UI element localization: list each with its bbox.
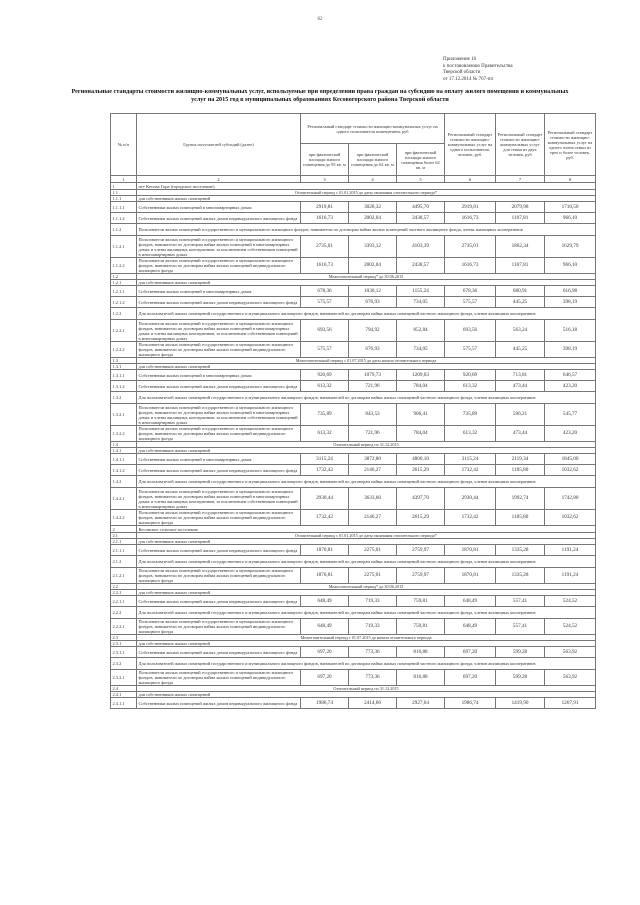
value-cell: 721,96 <box>349 426 397 442</box>
value-cell: 2927,04 <box>397 698 445 709</box>
appendix-line: Тверской области <box>443 70 481 76</box>
row-code: 1.2.2 <box>111 308 137 320</box>
row-text: Пользователи жилых помещений государственного и муниципального жилищного фондов, наниматели по договорам найма жилых помещений частного жилищного фонда, члены жилищных кооперативов <box>137 224 596 236</box>
table-row <box>111 510 596 526</box>
row-code: 1.1.1 <box>111 196 137 202</box>
value-cell: 697,20 <box>445 647 496 658</box>
value-cell: 557,41 <box>496 619 545 635</box>
value-cell: 906,41 <box>397 404 445 426</box>
row-text: Собственники жилых помещений жилых домов индивидуального жилищного фонда <box>137 213 301 224</box>
value-cell: 759,81 <box>397 619 445 635</box>
table-row <box>111 286 596 297</box>
value-cell: 966,10 <box>545 258 596 274</box>
row-code: 2.4 <box>111 686 137 692</box>
table-row <box>111 596 596 607</box>
value-cell: 773,36 <box>349 647 397 658</box>
value-cell: 4800,10 <box>397 454 445 465</box>
row-text: Собственники жилых помещений жилых домов индивидуального жилищного фонда <box>137 297 301 308</box>
value-cell: 575,57 <box>445 297 496 308</box>
table-row <box>111 647 596 658</box>
value-cell: 2735,01 <box>445 236 496 258</box>
value-cell: 678,36 <box>301 286 349 297</box>
value-cell: 721,96 <box>349 381 397 392</box>
row-code: 1.1.2.1 <box>111 236 137 258</box>
value-cell: 2615,29 <box>397 510 445 526</box>
value-cell: 1335,28 <box>496 568 545 584</box>
value-cell: 648,49 <box>445 619 496 635</box>
value-cell: 2438,57 <box>397 213 445 224</box>
value-cell: 1986,74 <box>445 698 496 709</box>
row-code: 2.2 <box>111 584 137 590</box>
col-number: 8 <box>545 176 596 183</box>
value-cell: 613,32 <box>445 426 496 442</box>
value-cell: 1732,42 <box>445 465 496 476</box>
value-cell: 648,49 <box>445 596 496 607</box>
appendix-line: Приложение 16 <box>443 57 477 62</box>
row-code: 2.3.1.1 <box>111 647 137 658</box>
row-text: Межотопительный период* до 30.06.2015 <box>137 274 596 280</box>
row-text: Отопительный период с 01.01.2015 до даты окончания отопительного периода* <box>137 533 596 539</box>
table-row-long <box>111 556 596 568</box>
row-code: 1.4.2.2 <box>111 510 137 526</box>
appendix-line: к постановлению Правительства <box>443 63 513 69</box>
value-cell: 1870,81 <box>301 545 349 556</box>
row-code: 2.3 <box>111 635 137 641</box>
value-cell: 816,88 <box>397 647 445 658</box>
row-code: 1.1.1.2 <box>111 213 137 224</box>
value-cell: 1107,81 <box>496 213 545 224</box>
value-cell: 563,24 <box>496 320 545 342</box>
value-cell: 713,81 <box>496 370 545 381</box>
value-cell: 1191,24 <box>545 568 596 584</box>
table-row <box>111 258 596 274</box>
value-cell: 1267,91 <box>545 698 596 709</box>
value-cell: 2414,66 <box>349 698 397 709</box>
value-cell: 1209,03 <box>397 370 445 381</box>
row-text: Межотопительный период с 01.07.2015 до даты начала отопительного периода <box>137 358 596 364</box>
value-cell: 545,77 <box>545 404 596 426</box>
row-code: 2.2.2 <box>111 607 137 619</box>
page-number: 62 <box>317 17 323 22</box>
value-cell: 1870,81 <box>301 568 349 584</box>
col-number: 2 <box>137 176 301 183</box>
value-cell: 557,41 <box>496 596 545 607</box>
value-cell: 524,52 <box>545 619 596 635</box>
col-number: 1 <box>111 176 137 183</box>
row-text: Собственники жилых помещений жилых домов индивидуального жилищного фонда <box>137 465 301 476</box>
table-row <box>111 568 596 584</box>
row-code: 1.4.1.2 <box>111 465 137 476</box>
header-col9: Региональный стандарт стоимости жилищно-коммунальных услуг на одного члена семьи из трех и более человек, руб. <box>545 114 596 176</box>
value-cell: 2275,01 <box>349 545 397 556</box>
value-cell: 719,33 <box>349 619 397 635</box>
value-cell: 680,91 <box>496 286 545 297</box>
value-cell: 920,69 <box>301 370 349 381</box>
value-cell: 1992,74 <box>496 488 545 510</box>
col-number: 7 <box>496 176 545 183</box>
row-text: для собственников жилых помещений <box>137 196 596 202</box>
row-text: Собственники жилых помещений в многоквартирных домах <box>137 370 301 381</box>
value-cell: 1185,80 <box>496 465 545 476</box>
row-text: Собственники жилых помещений в многоквартирных домах <box>137 454 301 465</box>
value-cell: 398,19 <box>545 342 596 358</box>
value-cell: 3115,24 <box>301 454 349 465</box>
header-col5: при фактической площади жилого помещения до 62 кв. м <box>349 144 397 176</box>
row-code: 2.3.2 <box>111 658 137 670</box>
value-cell: 1155,24 <box>397 286 445 297</box>
row-code: 1.2.1.1 <box>111 286 137 297</box>
row-text: Собственники жилых помещений в многоквартирных домах <box>137 202 301 213</box>
row-code: 1.3.2.2 <box>111 426 137 442</box>
document-title: Региональные стандарты стоимости жилищно-коммунальных услуг, используемые при определении права граждан на субсидию на оплату жилого помещения и коммунальных услуг на 2015 год в муниципальных образованиях Кесовогорского района Тверской области <box>71 88 569 103</box>
row-code: 2.1 <box>111 533 137 539</box>
table-row-long <box>111 224 596 236</box>
value-cell: 852,84 <box>397 320 445 342</box>
value-cell: 2079,98 <box>496 202 545 213</box>
row-code: 1.2.1 <box>111 280 137 286</box>
row-text: Для пользователей жилых помещений государственного и муниципального жилищного фондов, нанимателей по договорам найма жилых помещений частного жилищного фонда, членов жилищных кооперативов <box>137 308 596 320</box>
row-code: 1.3.1.2 <box>111 381 137 392</box>
value-cell: 676,93 <box>349 342 397 358</box>
value-cell: 613,32 <box>301 381 349 392</box>
value-cell: 1862,34 <box>496 236 545 258</box>
table-row-long <box>111 607 596 619</box>
row-code: 1.2.1.2 <box>111 297 137 308</box>
col-number: 6 <box>445 176 496 183</box>
table-row <box>111 545 596 556</box>
table-row <box>111 342 596 358</box>
table-row <box>111 320 596 342</box>
row-code: 2.4.1.1 <box>111 698 137 709</box>
row-code: 2.1.1.1 <box>111 545 137 556</box>
value-cell: 2759,97 <box>397 568 445 584</box>
value-cell: 784,04 <box>397 426 445 442</box>
value-cell: 693,56 <box>301 320 349 342</box>
value-cell: 575,57 <box>301 342 349 358</box>
value-cell: 1742,80 <box>545 488 596 510</box>
value-cell: 2275,01 <box>349 568 397 584</box>
value-cell: 2759,97 <box>397 545 445 556</box>
table-row <box>111 202 596 213</box>
value-cell: 599,28 <box>496 647 545 658</box>
value-cell: 1419,90 <box>496 698 545 709</box>
value-cell: 423,20 <box>545 381 596 392</box>
value-cell: 734,05 <box>397 297 445 308</box>
row-text: для собственников жилых помещений <box>137 641 596 647</box>
value-cell: 697,20 <box>445 670 496 686</box>
value-cell: 596,21 <box>496 404 545 426</box>
table-row <box>111 698 596 709</box>
row-code: 1.1 <box>111 190 137 196</box>
value-cell: 648,49 <box>301 619 349 635</box>
row-text: Для пользователей жилых помещений государственного и муниципального жилищного фондов, нанимателей по договорам найма жилых помещений частного жилищного фонда, членов жилищных кооперативов <box>137 658 596 670</box>
header-col6: при фактической площади жилого помещения более 62 кв. м <box>397 144 445 176</box>
value-cell: 1335,28 <box>496 545 545 556</box>
value-cell: 3633,60 <box>349 488 397 510</box>
row-text: Кесовское сельское поселение <box>137 526 596 533</box>
value-cell: 816,88 <box>397 670 445 686</box>
row-code: 1.2.2.2 <box>111 342 137 358</box>
value-cell: 473,44 <box>496 381 545 392</box>
table-row <box>111 426 596 442</box>
row-text: для собственников жилых помещений <box>137 364 596 370</box>
value-cell: 473,44 <box>496 426 545 442</box>
row-code: 2.3.1 <box>111 641 137 647</box>
value-cell: 843,53 <box>349 404 397 426</box>
row-code: 2.2.1.1 <box>111 596 137 607</box>
value-cell: 2615,29 <box>397 465 445 476</box>
value-cell: 1079,73 <box>349 370 397 381</box>
value-cell: 1870,81 <box>445 545 496 556</box>
table-row <box>111 297 596 308</box>
row-text: Собственники жилых помещений в многоквартирных домах <box>137 286 301 297</box>
value-cell: 676,93 <box>349 297 397 308</box>
value-cell: 966,10 <box>545 213 596 224</box>
row-code: 1.1.1.1 <box>111 202 137 213</box>
value-cell: 697,20 <box>301 670 349 686</box>
value-cell: 735,89 <box>301 404 349 426</box>
value-cell: 2930,44 <box>445 488 496 510</box>
row-text: для собственников жилых помещений <box>137 448 596 454</box>
row-code: 2.2.1 <box>111 590 137 596</box>
row-code: 2.4.1 <box>111 692 137 698</box>
row-code: 1.2.2.1 <box>111 320 137 342</box>
row-code: 1.1.2 <box>111 224 137 236</box>
table-row-long <box>111 308 596 320</box>
value-cell: 4495,70 <box>397 202 445 213</box>
value-cell: 648,49 <box>301 596 349 607</box>
table-row-long <box>111 392 596 404</box>
row-code: 1.3.1.1 <box>111 370 137 381</box>
value-cell: 575,57 <box>445 342 496 358</box>
header-col8: Региональный стандарт стоимости жилищно-коммунальных услуг для семьи из двух человек, руб <box>496 114 545 176</box>
value-cell: 1107,81 <box>496 258 545 274</box>
table-row-sect <box>111 526 596 533</box>
row-code: 1.2 <box>111 274 137 280</box>
value-cell: 1032,62 <box>545 510 596 526</box>
value-cell: 445,25 <box>496 342 545 358</box>
header-row-num: № п/п <box>111 114 137 176</box>
value-cell: 2930,44 <box>301 488 349 510</box>
table-row-long <box>111 476 596 488</box>
row-code: 1 <box>111 183 137 190</box>
row-text: Пользователи жилых помещений государственного и муниципального жилищного фондов, наниматели по договорам найма жилых помещений индивидуального жилищного фонда <box>137 510 301 526</box>
appendix-block <box>443 57 593 83</box>
value-cell: 2119,34 <box>496 454 545 465</box>
value-cell: 1185,80 <box>496 510 545 526</box>
row-text: Пользователи жилых помещений государственного и муниципального жилищного фондов, наниматели по договорам найма жилых помещений в многоквартирных домах и члены жилищных кооперативов, за исключением собственников помещений в многоквартирных домах <box>137 404 301 426</box>
row-text: Для пользователей жилых помещений государственного и муниципального жилищного фондов, нанимателей по договорам найма жилых помещений частного жилищного фонда, членов жилищных кооперативов <box>137 607 596 619</box>
col-number: 3 <box>301 176 349 183</box>
value-cell: 734,05 <box>397 342 445 358</box>
table-row <box>111 236 596 258</box>
table-body <box>111 183 596 709</box>
row-text: Межотопительный период с 01.07.2015 до начала отопительного периода <box>137 635 596 641</box>
table-row-long <box>111 658 596 670</box>
value-cell: 423,20 <box>545 426 596 442</box>
value-cell: 3393,12 <box>349 236 397 258</box>
row-code: 2.1.2 <box>111 556 137 568</box>
value-cell: 1616,73 <box>301 258 349 274</box>
row-code: 1.3 <box>111 358 137 364</box>
value-cell: 1032,62 <box>545 465 596 476</box>
value-cell: 599,28 <box>496 670 545 686</box>
row-text: пгт Кесова Гора (городское поселение) <box>137 183 596 190</box>
value-cell: 4397,70 <box>397 488 445 510</box>
row-text: Пользователи жилых помещений государственного и муниципального жилищного фондов, наниматели по договорам найма жилых помещений индивидуального жилищного фонда <box>137 342 301 358</box>
row-text: Пользователи жилых помещений государственного и муниципального жилищного фондов, наниматели по договорам найма жилых помещений индивидуального жилищного фонда <box>137 258 301 274</box>
value-cell: 773,36 <box>349 670 397 686</box>
value-cell: 1616,73 <box>301 213 349 224</box>
table-row <box>111 465 596 476</box>
value-cell: 1629,79 <box>545 236 596 258</box>
row-text: Пользователи жилых помещений государственного и муниципального жилищного фондов, наниматели по договорам найма жилых помещений индивидуального жилищного фонда <box>137 619 301 635</box>
row-code: 2.1.2.1 <box>111 568 137 584</box>
row-code: 2.3.2.1 <box>111 670 137 686</box>
row-code: 1.4.2 <box>111 476 137 488</box>
table-row-sect <box>111 183 596 190</box>
row-text: Пользователи жилых помещений государственного и муниципального жилищного фондов, наниматели по договорам найма жилых помещений в многоквартирных домах и члены жилищных кооперативов, за исключением собственников помещений в многоквартирных домах <box>137 236 301 258</box>
value-cell: 616,98 <box>545 286 596 297</box>
value-cell: 1845,00 <box>545 454 596 465</box>
value-cell: 1030,12 <box>349 286 397 297</box>
row-text: Пользователи жилых помещений государственного и муниципального жилищного фондов, наниматели по договорам найма жилых помещений индивидуального жилищного фонда <box>137 670 301 686</box>
value-cell: 794,92 <box>349 320 397 342</box>
row-text: для собственников жилых помещений <box>137 590 596 596</box>
header-col4: при фактической площади жилого помещения до 95 кв. м <box>301 144 349 176</box>
value-cell: 693,56 <box>445 320 496 342</box>
row-code: 1.3.2.1 <box>111 404 137 426</box>
standards-table <box>110 113 596 709</box>
value-cell: 2146,27 <box>349 510 397 526</box>
header-group: Группа получателей субсидий (далее) <box>137 114 301 176</box>
table-row <box>111 404 596 426</box>
value-cell: 646,57 <box>545 370 596 381</box>
row-code: 1.4.1.1 <box>111 454 137 465</box>
value-cell: 784,04 <box>397 381 445 392</box>
row-text: Пользователи жилых помещений государственного и муниципального жилищного фондов, наниматели по договорам найма жилых помещений индивидуального жилищного фонда <box>137 568 301 584</box>
value-cell: 2735,01 <box>301 236 349 258</box>
row-text: для собственников жилых помещений <box>137 280 596 286</box>
value-cell: 613,32 <box>301 426 349 442</box>
value-cell: 3028,32 <box>349 202 397 213</box>
row-text: Собственники жилых помещений жилых домов индивидуального жилищного фонда <box>137 698 301 709</box>
row-text: Межотопительный период* до 30.06.2015 <box>137 584 596 590</box>
value-cell: 2438,57 <box>397 258 445 274</box>
value-cell: 445,25 <box>496 297 545 308</box>
row-text: Отопительный период по 31.12.2015 <box>137 442 596 448</box>
row-code: 2.2.2.1 <box>111 619 137 635</box>
value-cell: 2002,04 <box>349 258 397 274</box>
value-cell: 678,36 <box>445 286 496 297</box>
header-span-title: Региональный стандарт стоимости жилищно-коммунальных услуг на одного пользователя помещением, руб <box>301 114 445 144</box>
value-cell: 719,33 <box>349 596 397 607</box>
value-cell: 524,52 <box>545 596 596 607</box>
value-cell: 1616,73 <box>445 258 496 274</box>
row-text: для собственников жилых помещений <box>137 539 596 545</box>
value-cell: 398,19 <box>545 297 596 308</box>
row-text: Для пользователей жилых помещений государственного и муниципального жилищного фондов, нанимателей по договорам найма жилых помещений частного жилищного фонда, членов жилищных кооперативов <box>137 556 596 568</box>
row-code: 1.3.1 <box>111 364 137 370</box>
value-cell: 1710,50 <box>545 202 596 213</box>
value-cell: 575,57 <box>301 297 349 308</box>
value-cell: 3115,24 <box>445 454 496 465</box>
value-cell: 1732,42 <box>301 465 349 476</box>
row-text: Пользователи жилых помещений государственного и муниципального жилищного фондов, наниматели по договорам найма жилых помещений индивидуального жилищного фонда <box>137 426 301 442</box>
row-code: 1.4 <box>111 442 137 448</box>
table-row <box>111 381 596 392</box>
row-text: Собственники жилых помещений жилых домов индивидуального жилищного фонда <box>137 596 301 607</box>
value-cell: 2002,04 <box>349 213 397 224</box>
value-cell: 735,89 <box>445 404 496 426</box>
table-row <box>111 670 596 686</box>
value-cell: 1616,73 <box>445 213 496 224</box>
row-text: Пользователи жилых помещений государственного и муниципального жилищного фондов, наниматели по договорам найма жилых помещений в многоквартирных домах и члены жилищных кооперативов, за исключением собственников помещений в многоквартирных домах <box>137 488 301 510</box>
row-code: 1.3.2 <box>111 392 137 404</box>
value-cell: 516,18 <box>545 320 596 342</box>
row-text: Для пользователей жилых помещений государственного и муниципального жилищного фондов, нанимателей по договорам найма жилых помещений частного жилищного фонда, членов жилищных кооперативов <box>137 392 596 404</box>
row-text: для собственников жилых помещений <box>137 692 596 698</box>
row-code: 1.4.1 <box>111 448 137 454</box>
value-cell: 613,32 <box>445 381 496 392</box>
row-text: Собственники жилых помещений жилых домов индивидуального жилищного фонда <box>137 381 301 392</box>
table-row <box>111 213 596 224</box>
value-cell: 2919,81 <box>445 202 496 213</box>
value-cell: 563,92 <box>545 647 596 658</box>
value-cell: 2919,81 <box>301 202 349 213</box>
table-row <box>111 454 596 465</box>
table-row <box>111 619 596 635</box>
col-number: 5 <box>397 176 445 183</box>
table-row <box>111 488 596 510</box>
row-code: 2 <box>111 526 137 533</box>
value-cell: 759,81 <box>397 596 445 607</box>
value-cell: 1732,42 <box>445 510 496 526</box>
row-text: Собственники жилых помещений жилых домов индивидуального жилищного фонда <box>137 647 301 658</box>
value-cell: 2146,27 <box>349 465 397 476</box>
header-col7: Региональный стандарт стоимости жилищно-коммунальных услуг на одного пользователя, человек, руб. <box>445 114 496 176</box>
value-cell: 563,92 <box>545 670 596 686</box>
row-text: Отопительный период с 01.01.2015 до даты окончания отопительного периода* <box>137 190 596 196</box>
value-cell: 920,69 <box>445 370 496 381</box>
row-code: 1.4.2.1 <box>111 488 137 510</box>
row-text: Для пользователей жилых помещений государственного и муниципального жилищного фондов, нанимателей по договорам найма жилых помещений частного жилищного фонда, членов жилищных кооперативов <box>137 476 596 488</box>
value-cell: 697,20 <box>301 647 349 658</box>
col-number: 4 <box>349 176 397 183</box>
row-text: Отопительный период по 31.12.2015 <box>137 686 596 692</box>
value-cell: 1732,42 <box>301 510 349 526</box>
value-cell: 4103,39 <box>397 236 445 258</box>
row-code: 1.1.2.2 <box>111 258 137 274</box>
value-cell: 1191,24 <box>545 545 596 556</box>
value-cell: 1986,74 <box>301 698 349 709</box>
table-row <box>111 370 596 381</box>
row-code: 2.1.1 <box>111 539 137 545</box>
row-text: Собственники жилых помещений жилых домов индивидуального жилищного фонда <box>137 545 301 556</box>
row-text: Пользователи жилых помещений государственного и муниципального жилищного фондов, наниматели по договорам найма жилых помещений в многоквартирных домах и члены жилищных кооперативов, за исключением собственников помещений в многоквартирных домах <box>137 320 301 342</box>
value-cell: 3872,80 <box>349 454 397 465</box>
appendix-line: от 17.12.2014 № 767-пп <box>443 76 494 82</box>
value-cell: 1870,81 <box>445 568 496 584</box>
